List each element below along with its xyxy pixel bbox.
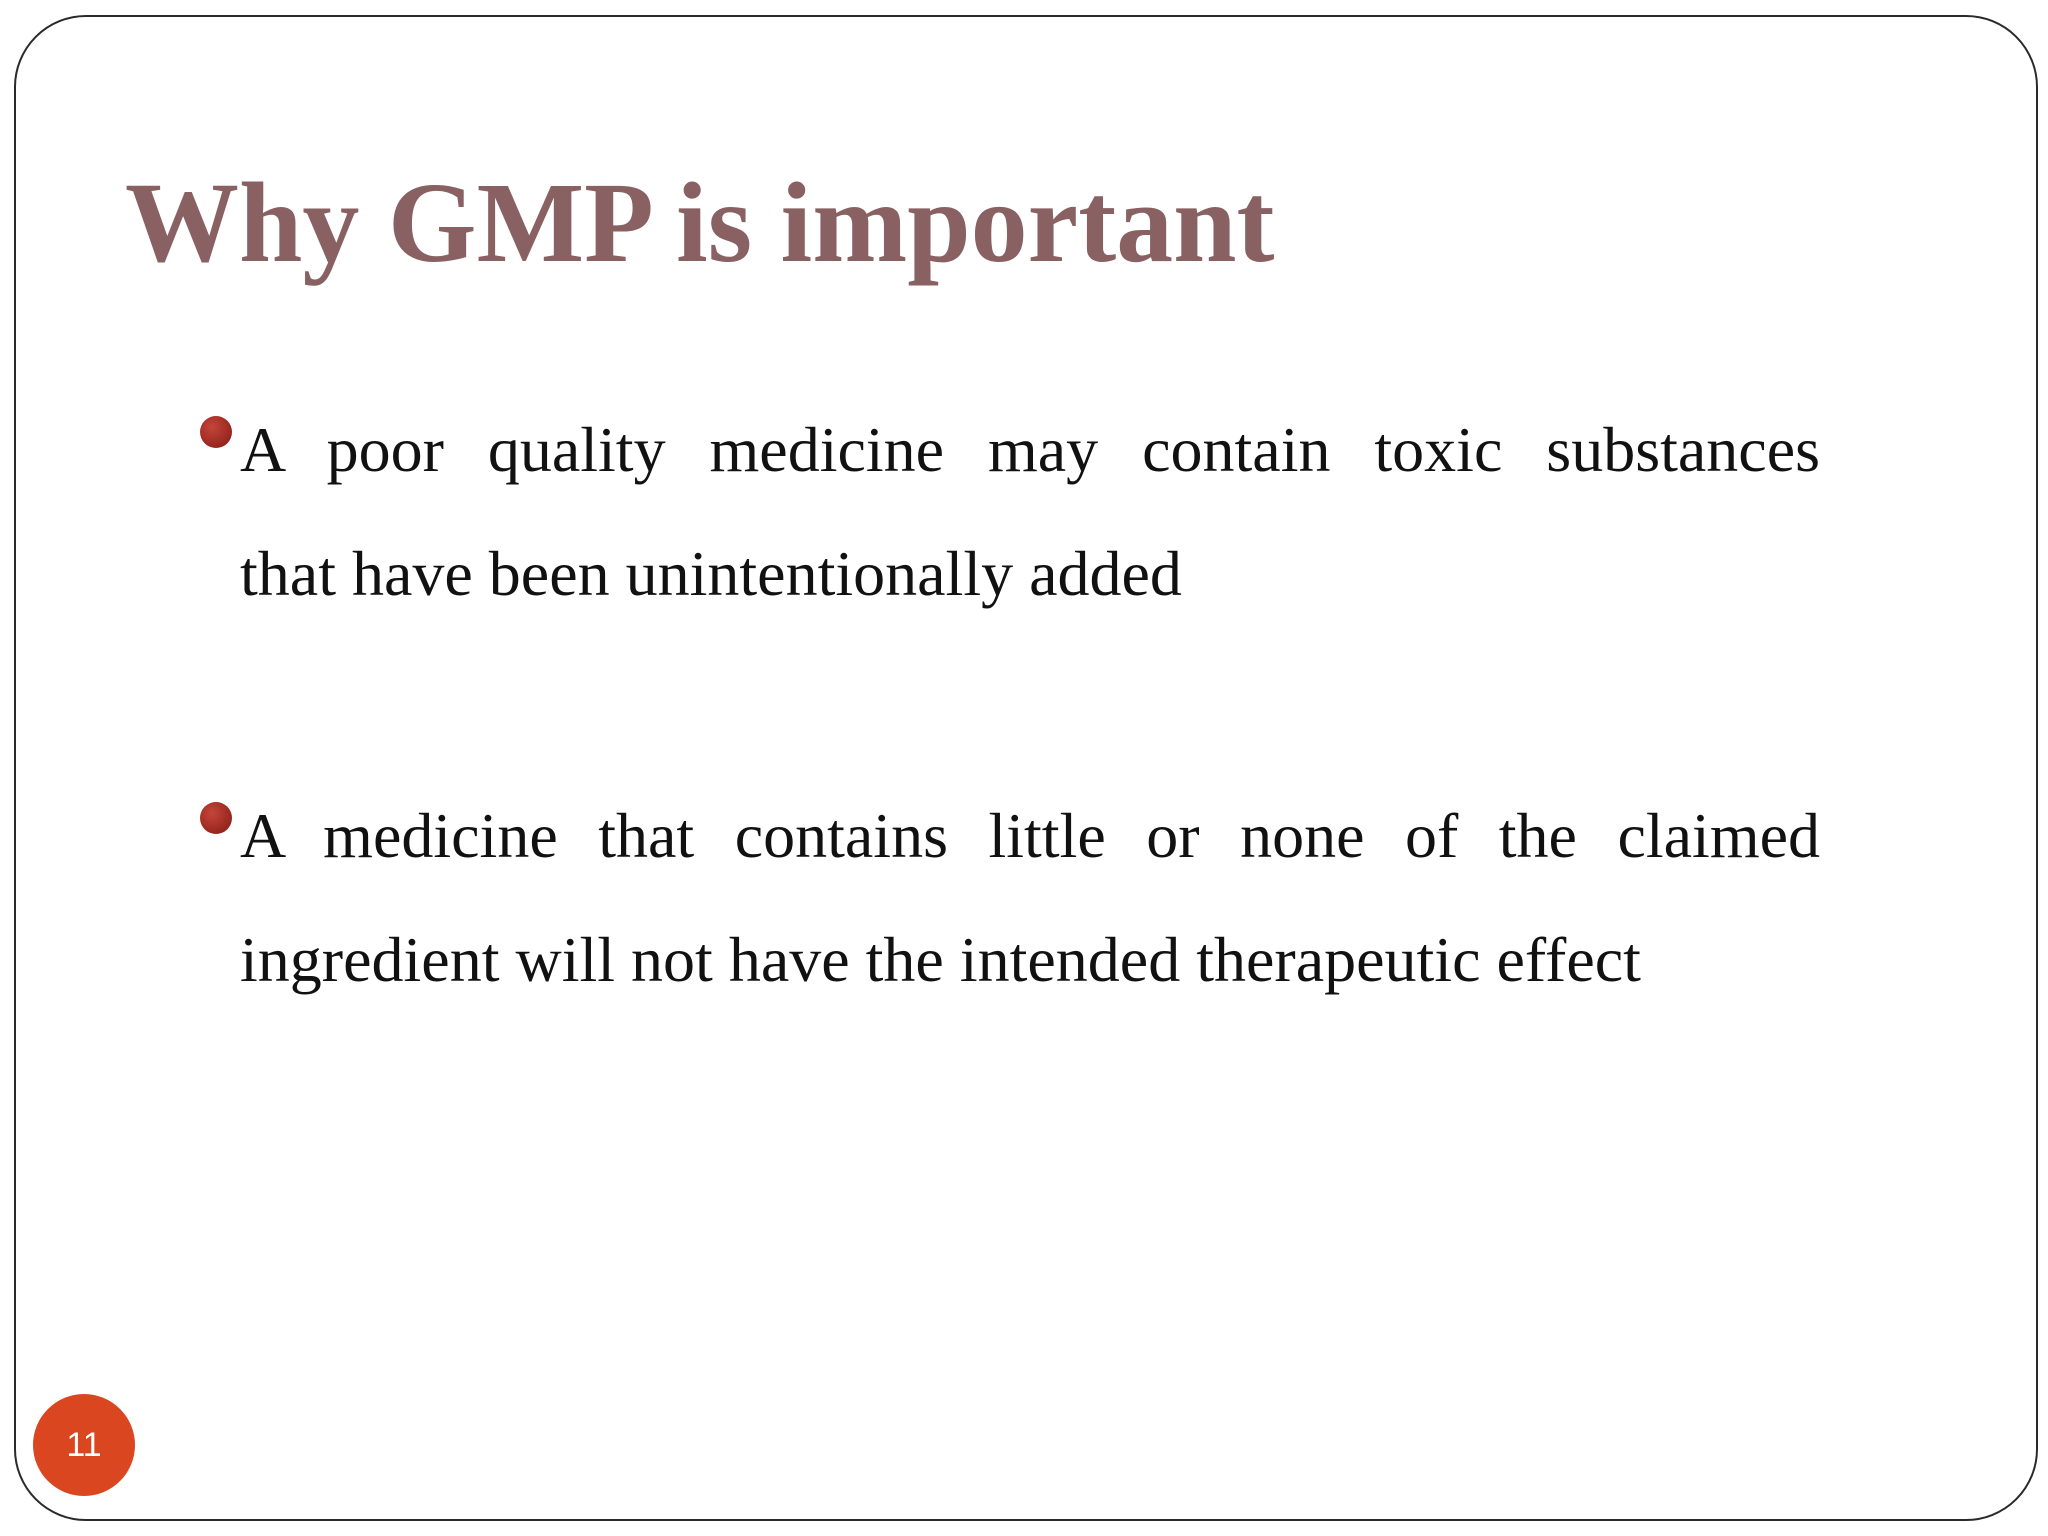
bullet-text	[240, 774, 1820, 1022]
slide-title: Why GMP is important	[125, 159, 1275, 286]
bullet-text	[240, 388, 1820, 636]
bullet-item	[200, 774, 1820, 1022]
bullet-line-2: that have been unintentionally added	[240, 538, 1182, 609]
bullet-dot-icon	[200, 802, 232, 834]
bullet-line-1: A poor quality medicine may contain toxic substances	[240, 414, 1820, 485]
bullet-list	[200, 388, 1820, 1160]
bullet-line-2: ingredient will not have the intended therapeutic effect	[240, 924, 1641, 995]
bullet-dot-icon	[200, 416, 232, 448]
bullet-line-1: A medicine that contains little or none of the claimed	[240, 800, 1820, 871]
page-number-badge: 11	[33, 1394, 135, 1496]
bullet-item	[200, 388, 1820, 636]
